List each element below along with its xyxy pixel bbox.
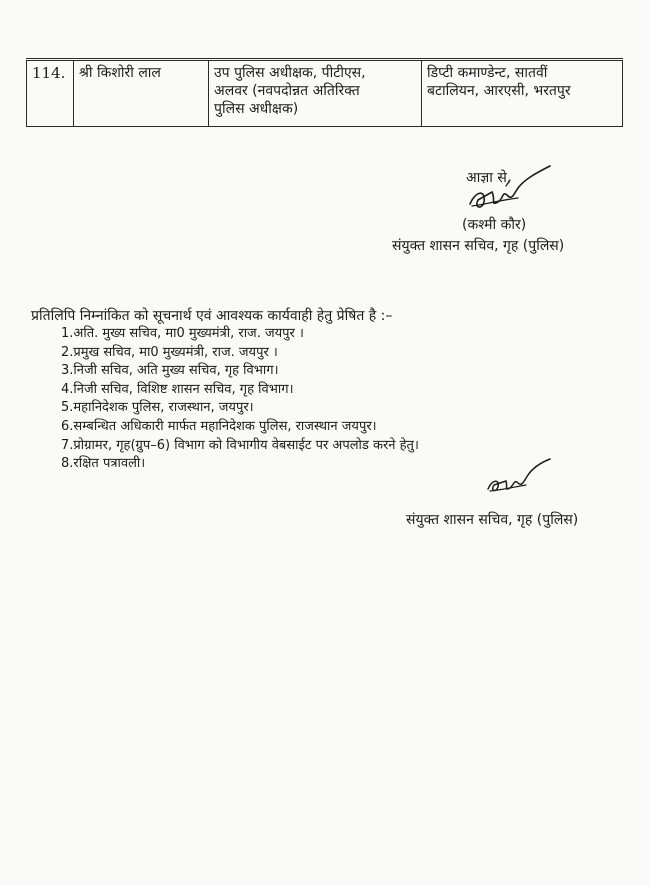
table-row bbox=[27, 60, 623, 127]
officer-name-cell bbox=[74, 60, 209, 127]
signer-designation: संयुक्त शासन सचिव, गृह (पुलिस) bbox=[392, 238, 565, 254]
list-item: 4.निजी सचिव, विशिष्ट शासन सचिव, गृह विभाग। bbox=[61, 381, 294, 397]
posting-table bbox=[26, 58, 623, 127]
by-order-text: आज्ञा से, bbox=[466, 170, 512, 186]
current-post-line: पुलिस अधीक्षक) bbox=[214, 101, 299, 117]
list-item: 5.महानिदेशक पुलिस, राजस्थान, जयपुर। bbox=[61, 400, 254, 416]
list-item: 1.अति. मुख्य सचिव, मा0 मुख्यमंत्री, राज. जयपुर । bbox=[61, 326, 304, 341]
current-post-line: उप पुलिस अधीक्षक, पीटीएस, bbox=[214, 65, 366, 81]
handwritten-signature-icon bbox=[478, 455, 558, 499]
current-post-cell bbox=[209, 60, 422, 127]
handwritten-signature-icon bbox=[452, 160, 562, 220]
list-item: 8.रक्षित पत्रावली। bbox=[61, 456, 146, 472]
officer-name: श्री किशोरी लाल bbox=[79, 65, 161, 81]
signer-name: (कश्मी कौर) bbox=[462, 217, 527, 233]
recipient-list bbox=[61, 325, 419, 474]
list-item: 6.सम्बन्धित अधिकारी मार्फत महानिदेशक पुलिस, राजस्थान जयपुर। bbox=[61, 418, 377, 434]
new-post-cell bbox=[422, 60, 623, 127]
signer-designation: संयुक्त शासन सचिव, गृह (पुलिस) bbox=[406, 512, 579, 528]
list-item: 2.प्रमुख सचिव, मा0 मुख्यमंत्री, राज. जयपुर । bbox=[61, 344, 278, 360]
copy-heading: प्रतिलिपि निम्नांकित को सूचनार्थ एवं आवश्यक कार्यवाही हेतु प्रेषित है :– bbox=[31, 308, 393, 324]
serial-number-cell bbox=[27, 60, 74, 127]
new-post-line: बटालियन, आरएसी, भरतपुर bbox=[427, 83, 571, 99]
list-item: 3.निजी सचिव, अति मुख्य सचिव, गृह विभाग। bbox=[61, 363, 279, 379]
serial-number: 114. bbox=[32, 64, 66, 82]
current-post-line: अलवर (नवपदोन्नत अतिरिक्त bbox=[214, 83, 360, 99]
list-item: 7.प्रोग्रामर, गृह(ग्रुप–6) विभाग को विभागीय वेबसाईट पर अपलोड करने हेतु। bbox=[61, 437, 419, 453]
new-post-line: डिप्टी कमाण्डेन्ट, सातवीं bbox=[427, 65, 548, 81]
